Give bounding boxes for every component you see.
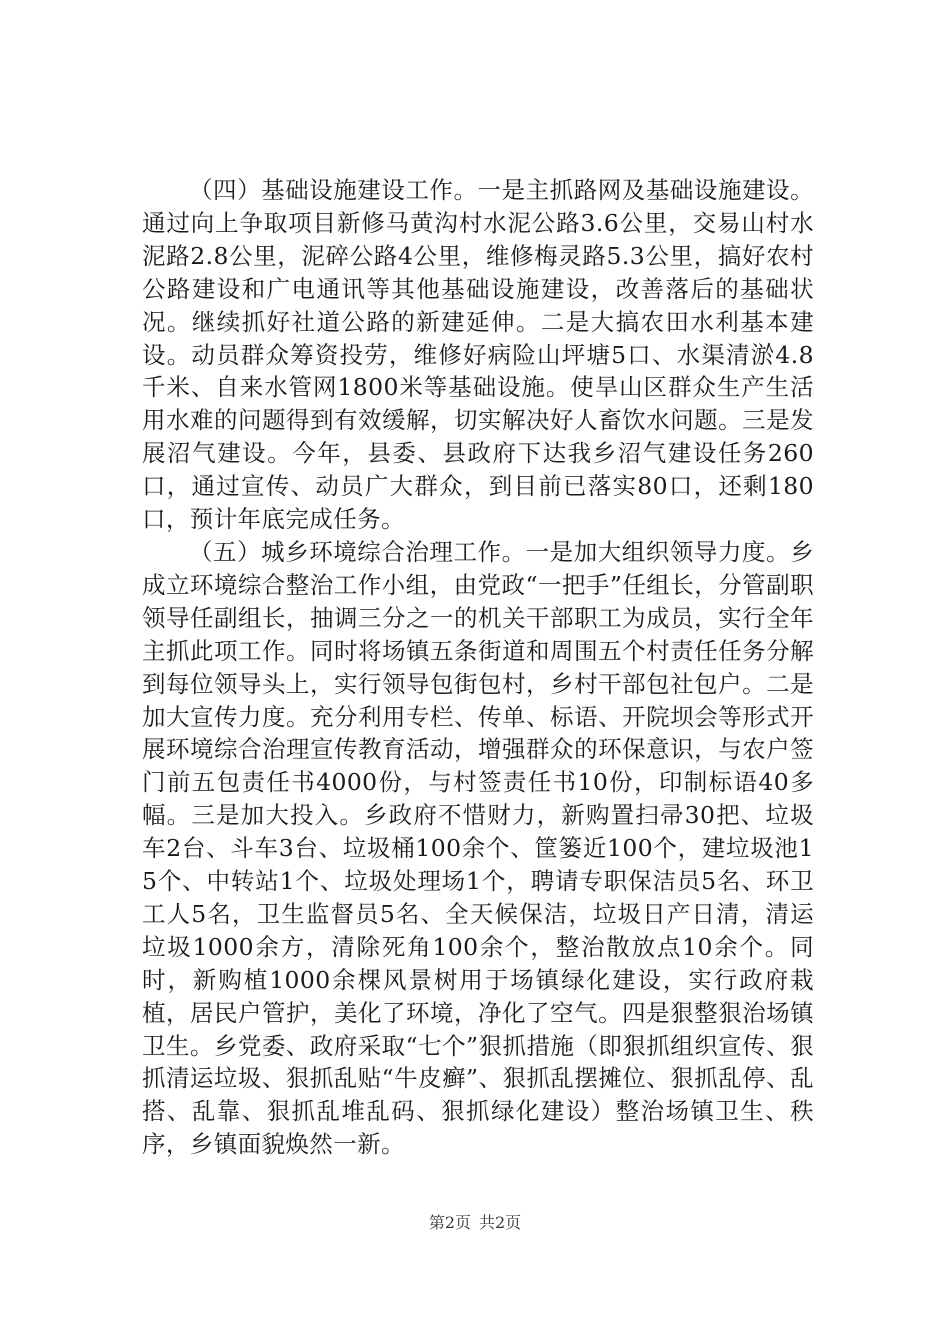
paragraph-infrastructure: （四）基础设施建设工作。一是主抓路网及基础设施建设。通过向上争取项目新修马黄沟村水泥公路3.6公里，交易山村水泥路2.8公里，泥碎公路4公里，维修梅灵路5.3公里，搞好农村公路建设和广电通讯等其他基础设施建设，改善落后的基础状况。继续抓好社道公路的新建延伸。二是大搞农田水利基本建设。动员群众筹资投劳，维修好病险山坪塘5口、水渠清淤4.8千米、自来水管网1800米等基础设施。使旱山区群众生产生活用水难的问题得到有效缓解，切实解决好人畜饮水问题。三是发展沼气建设。今年，县委、县政府下达我乡沼气建设任务260口，通过宣传、动员广大群众，到目前已落实80口，还剩180口，预计年底完成任务。 — [142, 176, 814, 534]
page-number: 第2页 — [428, 1213, 471, 1232]
paragraph-environment: （五）城乡环境综合治理工作。一是加大组织领导力度。乡成立环境综合整治工作小组，由党政“一把手”任组长，分管副职领导任副组长，抽调三分之一的机关干部职工为成员，实行全年主抓此项工作。同时将场镇五条街道和周围五个村责任任务分解到每位领导头上，实行领导包街包村，乡村干部包社包户。二是加大宣传力度。充分利用专栏、传单、标语、开院坝会等形式开展环境综合治理宣传教育活动，增强群众的环保意识，与农户签门前五包责任书4000份，与村签责任书10份，印制标语40多幅。三是加大投入。乡政府不惜财力，新购置扫帚30把、垃圾车2台、斗车3台、垃圾桶100余个、筐篓近100个，建垃圾池15个、中转站1个、垃圾处理场1个，聘请专职保洁员5名、环卫工人5名，卫生监督员5名、全天候保洁，垃圾日产日清，清运垃圾1000余方，清除死角100余个，整治散放点10余个。同时，新购植1000余棵风景树用于场镇绿化建设，实行政府栽植，居民户管护，美化了环境，净化了空气。四是狠整狠治场镇卫生。乡党委、政府采取“七个”狠抓措施（即狠抓组织宣传、狠抓清运垃圾、狠抓乱贴“牛皮癣”、狠抓乱摆摊位、狠抓乱停、乱搭、乱靠、狠抓乱堆乱码、狠抓绿化建设）整治场镇卫生、秩序，乡镇面貌焕然一新。 — [142, 537, 814, 1159]
page-footer — [0, 1213, 950, 1233]
document-body — [142, 174, 814, 1161]
page-total: 共2页 — [479, 1213, 522, 1232]
